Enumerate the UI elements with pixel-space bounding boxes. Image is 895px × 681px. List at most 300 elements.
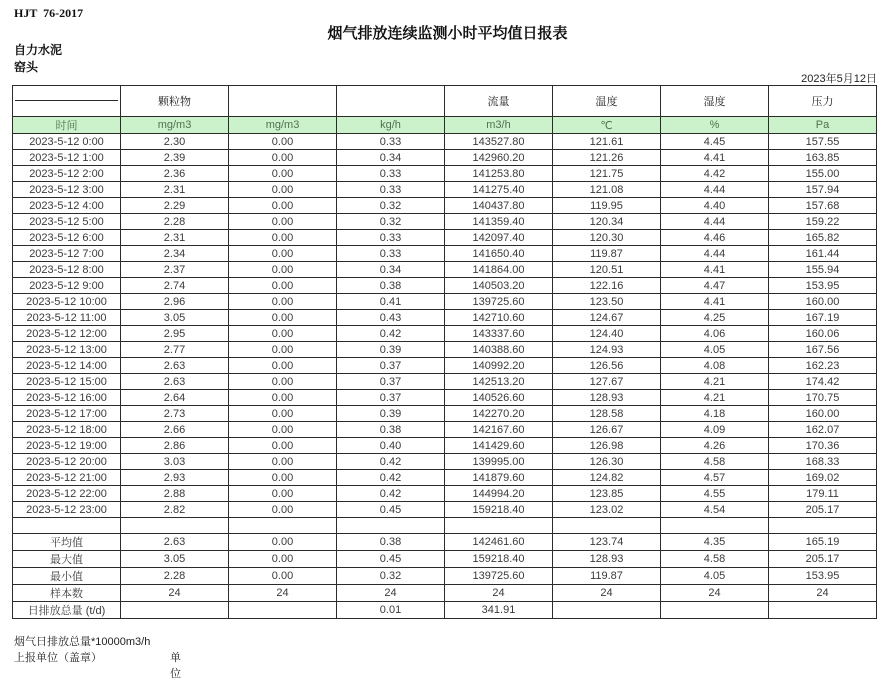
value-cell: 0.41 xyxy=(337,294,445,310)
value-cell: 2.37 xyxy=(121,262,229,278)
summary-label-cell: 日排放总量 (t/d) xyxy=(13,602,121,619)
summary-row xyxy=(13,534,877,551)
data-row xyxy=(13,502,877,518)
time-cell: 2023-5-12 9:00 xyxy=(13,278,121,294)
summary-value-cell: 2.63 xyxy=(121,534,229,551)
unit-header-celsius: ℃ xyxy=(553,117,661,134)
value-cell: 124.40 xyxy=(553,326,661,342)
value-cell: 4.58 xyxy=(661,454,769,470)
value-cell: 0.00 xyxy=(229,182,337,198)
split-cell-top xyxy=(15,86,118,101)
value-cell: 4.06 xyxy=(661,326,769,342)
value-cell: 140992.20 xyxy=(445,358,553,374)
value-cell: 128.58 xyxy=(553,406,661,422)
summary-value-cell: 0.32 xyxy=(337,568,445,585)
value-cell: 2.73 xyxy=(121,406,229,422)
value-cell: 141864.00 xyxy=(445,262,553,278)
value-cell: 0.00 xyxy=(229,390,337,406)
value-cell: 0.00 xyxy=(229,342,337,358)
value-cell: 128.93 xyxy=(553,390,661,406)
value-cell: 0.00 xyxy=(229,310,337,326)
empty-cell xyxy=(337,518,445,534)
value-cell: 0.43 xyxy=(337,310,445,326)
value-cell: 157.55 xyxy=(769,134,877,150)
value-cell: 160.00 xyxy=(769,406,877,422)
data-row xyxy=(13,214,877,230)
value-cell: 0.00 xyxy=(229,438,337,454)
data-row xyxy=(13,486,877,502)
value-cell: 0.34 xyxy=(337,262,445,278)
value-cell: 159218.40 xyxy=(445,502,553,518)
value-cell: 2.34 xyxy=(121,246,229,262)
time-cell: 2023-5-12 17:00 xyxy=(13,406,121,422)
value-cell: 4.41 xyxy=(661,150,769,166)
data-row xyxy=(13,182,877,198)
value-cell: 0.32 xyxy=(337,214,445,230)
value-cell: 0.39 xyxy=(337,406,445,422)
value-cell: 0.00 xyxy=(229,134,337,150)
summary-value-cell: 4.05 xyxy=(661,568,769,585)
summary-value-cell: 4.35 xyxy=(661,534,769,551)
value-cell: 0.00 xyxy=(229,246,337,262)
value-cell: 4.46 xyxy=(661,230,769,246)
value-cell: 2.31 xyxy=(121,182,229,198)
time-cell: 2023-5-12 14:00 xyxy=(13,358,121,374)
value-cell: 2.63 xyxy=(121,374,229,390)
value-cell: 4.54 xyxy=(661,502,769,518)
value-cell: 140388.60 xyxy=(445,342,553,358)
value-cell: 0.42 xyxy=(337,454,445,470)
value-cell: 4.21 xyxy=(661,374,769,390)
value-cell: 169.02 xyxy=(769,470,877,486)
value-cell: 4.08 xyxy=(661,358,769,374)
value-cell: 0.37 xyxy=(337,374,445,390)
time-cell: 2023-5-12 6:00 xyxy=(13,230,121,246)
summary-value-cell xyxy=(661,602,769,619)
value-cell: 153.95 xyxy=(769,278,877,294)
station-name: 窑头 xyxy=(14,60,39,74)
value-cell: 4.18 xyxy=(661,406,769,422)
unit-header-row xyxy=(13,117,877,134)
summary-value-cell: 142461.60 xyxy=(445,534,553,551)
summary-value-cell xyxy=(553,602,661,619)
value-cell: 0.00 xyxy=(229,486,337,502)
value-cell: 4.47 xyxy=(661,278,769,294)
value-cell: 0.38 xyxy=(337,422,445,438)
value-cell: 126.67 xyxy=(553,422,661,438)
value-cell: 120.30 xyxy=(553,230,661,246)
value-cell: 4.05 xyxy=(661,342,769,358)
empty-cell xyxy=(661,518,769,534)
time-column-header: 时间 xyxy=(13,117,121,134)
value-cell: 0.37 xyxy=(337,390,445,406)
column-group-temperature: 温度 xyxy=(553,86,661,117)
value-cell: 0.33 xyxy=(337,230,445,246)
value-cell: 0.00 xyxy=(229,406,337,422)
value-cell: 121.75 xyxy=(553,166,661,182)
empty-cell xyxy=(229,518,337,534)
value-cell: 161.44 xyxy=(769,246,877,262)
value-cell: 122.16 xyxy=(553,278,661,294)
value-cell: 143527.80 xyxy=(445,134,553,150)
value-cell: 0.40 xyxy=(337,438,445,454)
summary-value-cell: 128.93 xyxy=(553,551,661,568)
value-cell: 0.33 xyxy=(337,182,445,198)
value-cell: 142270.20 xyxy=(445,406,553,422)
value-cell: 121.08 xyxy=(553,182,661,198)
value-cell: 0.00 xyxy=(229,166,337,182)
value-cell: 120.34 xyxy=(553,214,661,230)
summary-value-cell: 24 xyxy=(445,585,553,602)
unit-label: 单位 xyxy=(170,652,181,680)
summary-value-cell: 0.00 xyxy=(229,551,337,568)
value-cell: 120.51 xyxy=(553,262,661,278)
footer-line xyxy=(14,649,181,680)
summary-value-cell xyxy=(769,602,877,619)
group-header-row xyxy=(13,86,877,117)
time-cell: 2023-5-12 1:00 xyxy=(13,150,121,166)
summary-row xyxy=(13,585,877,602)
column-group-blank-1 xyxy=(229,86,337,117)
unit-header-mgm3-2: mg/m3 xyxy=(229,117,337,134)
summary-value-cell: 24 xyxy=(337,585,445,602)
summary-value-cell: 24 xyxy=(769,585,877,602)
value-cell: 123.85 xyxy=(553,486,661,502)
emission-report-table xyxy=(12,85,877,619)
summary-value-cell: 0.45 xyxy=(337,551,445,568)
value-cell: 126.56 xyxy=(553,358,661,374)
value-cell: 140437.80 xyxy=(445,198,553,214)
value-cell: 157.68 xyxy=(769,198,877,214)
value-cell: 141359.40 xyxy=(445,214,553,230)
summary-label-cell: 最小值 xyxy=(13,568,121,585)
column-group-pressure: 压力 xyxy=(769,86,877,117)
column-group-particulate: 颗粒物 xyxy=(121,86,229,117)
time-cell: 2023-5-12 4:00 xyxy=(13,198,121,214)
value-cell: 160.06 xyxy=(769,326,877,342)
data-row xyxy=(13,198,877,214)
value-cell: 0.00 xyxy=(229,422,337,438)
value-cell: 0.00 xyxy=(229,294,337,310)
value-cell: 4.40 xyxy=(661,198,769,214)
value-cell: 4.25 xyxy=(661,310,769,326)
summary-row xyxy=(13,602,877,619)
summary-value-cell: 0.38 xyxy=(337,534,445,551)
value-cell: 143337.60 xyxy=(445,326,553,342)
data-row xyxy=(13,294,877,310)
value-cell: 0.33 xyxy=(337,246,445,262)
value-cell: 163.85 xyxy=(769,150,877,166)
value-cell: 126.30 xyxy=(553,454,661,470)
summary-value-cell: 24 xyxy=(121,585,229,602)
value-cell: 123.02 xyxy=(553,502,661,518)
time-cell: 2023-5-12 10:00 xyxy=(13,294,121,310)
value-cell: 144994.20 xyxy=(445,486,553,502)
report-unit-label: 上报单位（盖章） xyxy=(14,652,102,664)
summary-value-cell: 139725.60 xyxy=(445,568,553,585)
time-cell: 2023-5-12 23:00 xyxy=(13,502,121,518)
value-cell: 0.00 xyxy=(229,150,337,166)
value-cell: 2.77 xyxy=(121,342,229,358)
value-cell: 0.00 xyxy=(229,374,337,390)
time-cell: 2023-5-12 21:00 xyxy=(13,470,121,486)
value-cell: 4.44 xyxy=(661,246,769,262)
value-cell: 159.22 xyxy=(769,214,877,230)
value-cell: 157.94 xyxy=(769,182,877,198)
value-cell: 2.64 xyxy=(121,390,229,406)
value-cell: 155.00 xyxy=(769,166,877,182)
time-cell: 2023-5-12 15:00 xyxy=(13,374,121,390)
table-header xyxy=(13,86,877,134)
time-cell: 2023-5-12 12:00 xyxy=(13,326,121,342)
unit-header-kgh: kg/h xyxy=(337,117,445,134)
value-cell: 141253.80 xyxy=(445,166,553,182)
unit-header-pa: Pa xyxy=(769,117,877,134)
value-cell: 124.67 xyxy=(553,310,661,326)
empty-cell xyxy=(445,518,553,534)
value-cell: 0.00 xyxy=(229,326,337,342)
time-cell: 2023-5-12 13:00 xyxy=(13,342,121,358)
data-row xyxy=(13,262,877,278)
value-cell: 160.00 xyxy=(769,294,877,310)
summary-value-cell: 341.91 xyxy=(445,602,553,619)
value-cell: 4.57 xyxy=(661,470,769,486)
value-cell: 2.93 xyxy=(121,470,229,486)
value-cell: 162.23 xyxy=(769,358,877,374)
value-cell: 2.95 xyxy=(121,326,229,342)
time-cell: 2023-5-12 16:00 xyxy=(13,390,121,406)
value-cell: 0.00 xyxy=(229,358,337,374)
value-cell: 205.17 xyxy=(769,502,877,518)
value-cell: 2.31 xyxy=(121,230,229,246)
summary-value-cell: 0.00 xyxy=(229,568,337,585)
value-cell: 4.41 xyxy=(661,294,769,310)
page-title: 烟气排放连续监测小时平均值日报表 xyxy=(327,25,568,42)
summary-value-cell: 153.95 xyxy=(769,568,877,585)
company-name: 自力水泥 xyxy=(14,43,63,57)
value-cell: 140503.20 xyxy=(445,278,553,294)
data-row xyxy=(13,470,877,486)
data-row xyxy=(13,422,877,438)
empty-cell xyxy=(13,518,121,534)
value-cell: 0.00 xyxy=(229,262,337,278)
value-cell: 119.87 xyxy=(553,246,661,262)
value-cell: 140526.60 xyxy=(445,390,553,406)
value-cell: 142513.20 xyxy=(445,374,553,390)
summary-value-cell: 123.74 xyxy=(553,534,661,551)
data-row xyxy=(13,438,877,454)
data-row xyxy=(13,246,877,262)
time-cell: 2023-5-12 5:00 xyxy=(13,214,121,230)
time-cell: 2023-5-12 0:00 xyxy=(13,134,121,150)
summary-value-cell: 0.01 xyxy=(337,602,445,619)
summary-value-cell: 205.17 xyxy=(769,551,877,568)
value-cell: 2.82 xyxy=(121,502,229,518)
value-cell: 170.75 xyxy=(769,390,877,406)
value-cell: 0.32 xyxy=(337,198,445,214)
value-cell: 0.39 xyxy=(337,342,445,358)
value-cell: 168.33 xyxy=(769,454,877,470)
value-cell: 0.42 xyxy=(337,470,445,486)
summary-value-cell xyxy=(121,602,229,619)
value-cell: 0.00 xyxy=(229,278,337,294)
empty-cell xyxy=(769,518,877,534)
summary-value-cell: 119.87 xyxy=(553,568,661,585)
spacer-row xyxy=(13,518,877,534)
value-cell: 141275.40 xyxy=(445,182,553,198)
value-cell: 121.26 xyxy=(553,150,661,166)
split-cell-bottom xyxy=(15,101,118,116)
value-cell: 0.00 xyxy=(229,230,337,246)
value-cell: 2.63 xyxy=(121,358,229,374)
value-cell: 0.33 xyxy=(337,166,445,182)
summary-label-cell: 样本数 xyxy=(13,585,121,602)
unit-header-mgm3-1: mg/m3 xyxy=(121,117,229,134)
value-cell: 165.82 xyxy=(769,230,877,246)
time-header-split-cell xyxy=(13,86,121,117)
value-cell: 167.19 xyxy=(769,310,877,326)
value-cell: 142710.60 xyxy=(445,310,553,326)
time-cell: 2023-5-12 7:00 xyxy=(13,246,121,262)
column-group-flow: 流量 xyxy=(445,86,553,117)
data-row xyxy=(13,454,877,470)
value-cell: 126.98 xyxy=(553,438,661,454)
data-row xyxy=(13,390,877,406)
value-cell: 0.00 xyxy=(229,454,337,470)
summary-body xyxy=(13,534,877,619)
time-cell: 2023-5-12 3:00 xyxy=(13,182,121,198)
summary-row xyxy=(13,551,877,568)
data-row xyxy=(13,406,877,422)
time-cell: 2023-5-12 8:00 xyxy=(13,262,121,278)
value-cell: 3.05 xyxy=(121,310,229,326)
value-cell: 2.36 xyxy=(121,166,229,182)
value-cell: 0.00 xyxy=(229,470,337,486)
time-cell: 2023-5-12 18:00 xyxy=(13,422,121,438)
value-cell: 0.37 xyxy=(337,358,445,374)
data-row xyxy=(13,150,877,166)
summary-value-cell: 24 xyxy=(553,585,661,602)
value-cell: 179.11 xyxy=(769,486,877,502)
summary-value-cell: 0.00 xyxy=(229,534,337,551)
value-cell: 2.88 xyxy=(121,486,229,502)
summary-value-cell: 165.19 xyxy=(769,534,877,551)
value-cell: 0.00 xyxy=(229,214,337,230)
summary-value-cell: 2.28 xyxy=(121,568,229,585)
data-row xyxy=(13,342,877,358)
report-date: 2023年5月12日 xyxy=(801,73,877,85)
standard-code: HJT 76-2017 xyxy=(14,6,84,20)
empty-cell xyxy=(121,518,229,534)
value-cell: 2.28 xyxy=(121,214,229,230)
value-cell: 0.42 xyxy=(337,486,445,502)
value-cell: 2.96 xyxy=(121,294,229,310)
data-row xyxy=(13,134,877,150)
summary-label-cell: 平均值 xyxy=(13,534,121,551)
value-cell: 0.45 xyxy=(337,502,445,518)
data-row xyxy=(13,230,877,246)
value-cell: 4.44 xyxy=(661,182,769,198)
unit-header-m3h: m3/h xyxy=(445,117,553,134)
time-cell: 2023-5-12 19:00 xyxy=(13,438,121,454)
value-cell: 170.36 xyxy=(769,438,877,454)
value-cell: 4.21 xyxy=(661,390,769,406)
value-cell: 4.45 xyxy=(661,134,769,150)
value-cell: 121.61 xyxy=(553,134,661,150)
value-cell: 3.03 xyxy=(121,454,229,470)
time-cell: 2023-5-12 2:00 xyxy=(13,166,121,182)
summary-value-cell: 24 xyxy=(229,585,337,602)
data-row xyxy=(13,358,877,374)
value-cell: 119.95 xyxy=(553,198,661,214)
value-cell: 142167.60 xyxy=(445,422,553,438)
value-cell: 167.56 xyxy=(769,342,877,358)
value-cell: 4.42 xyxy=(661,166,769,182)
value-cell: 4.09 xyxy=(661,422,769,438)
value-cell: 4.44 xyxy=(661,214,769,230)
value-cell: 0.42 xyxy=(337,326,445,342)
summary-row xyxy=(13,568,877,585)
value-cell: 2.86 xyxy=(121,438,229,454)
summary-value-cell: 4.58 xyxy=(661,551,769,568)
summary-value-cell: 159218.40 xyxy=(445,551,553,568)
value-cell: 141879.60 xyxy=(445,470,553,486)
value-cell: 2.30 xyxy=(121,134,229,150)
value-cell: 124.82 xyxy=(553,470,661,486)
data-row xyxy=(13,166,877,182)
value-cell: 0.33 xyxy=(337,134,445,150)
value-cell: 0.38 xyxy=(337,278,445,294)
value-cell: 4.55 xyxy=(661,486,769,502)
value-cell: 4.41 xyxy=(661,262,769,278)
data-row xyxy=(13,326,877,342)
value-cell: 4.26 xyxy=(661,438,769,454)
value-cell: 124.93 xyxy=(553,342,661,358)
unit-header-percent: % xyxy=(661,117,769,134)
value-cell: 2.29 xyxy=(121,198,229,214)
value-cell: 142960.20 xyxy=(445,150,553,166)
hourly-data-body xyxy=(13,134,877,534)
summary-label-cell: 最大值 xyxy=(13,551,121,568)
data-row xyxy=(13,310,877,326)
value-cell: 139995.00 xyxy=(445,454,553,470)
value-cell: 0.00 xyxy=(229,198,337,214)
value-cell: 2.74 xyxy=(121,278,229,294)
value-cell: 0.34 xyxy=(337,150,445,166)
column-group-humidity: 湿度 xyxy=(661,86,769,117)
value-cell: 141429.60 xyxy=(445,438,553,454)
data-row xyxy=(13,374,877,390)
value-cell: 2.66 xyxy=(121,422,229,438)
time-cell: 2023-5-12 11:00 xyxy=(13,310,121,326)
summary-value-cell: 3.05 xyxy=(121,551,229,568)
summary-value-cell xyxy=(229,602,337,619)
value-cell: 141650.40 xyxy=(445,246,553,262)
value-cell: 123.50 xyxy=(553,294,661,310)
value-cell: 155.94 xyxy=(769,262,877,278)
value-cell: 142097.40 xyxy=(445,230,553,246)
value-cell: 162.07 xyxy=(769,422,877,438)
column-group-blank-2 xyxy=(337,86,445,117)
time-cell: 2023-5-12 22:00 xyxy=(13,486,121,502)
value-cell: 127.67 xyxy=(553,374,661,390)
flow-total-note: 烟气日排放总量*10000m3/h xyxy=(14,636,151,648)
empty-cell xyxy=(553,518,661,534)
value-cell: 139725.60 xyxy=(445,294,553,310)
data-row xyxy=(13,278,877,294)
value-cell: 0.00 xyxy=(229,502,337,518)
value-cell: 174.42 xyxy=(769,374,877,390)
